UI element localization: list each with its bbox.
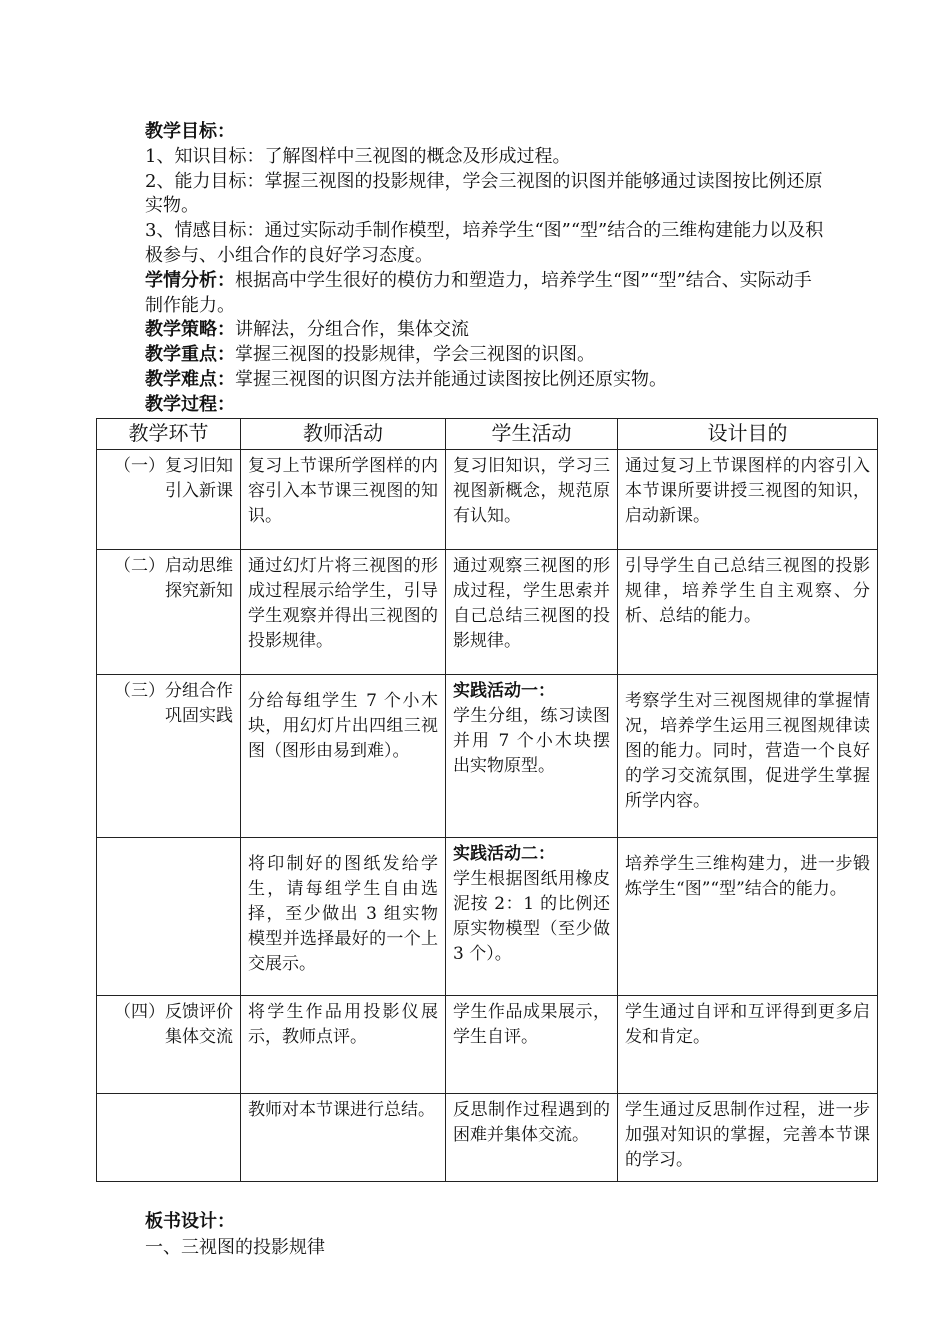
lesson-process-table — [96, 418, 878, 1182]
board-design-heading: 板书设计： — [145, 1211, 235, 1232]
analysis-label: 学情分析： — [145, 269, 235, 291]
teacher-cell: 将印制好的图纸发给学生，请每组学生自由选择，至少做出 3 组实物模型并选择最好的一个上交展示。 — [241, 838, 446, 996]
teacher-cell: 分给每组学生 7 个小木块，用幻灯片出四组三视图（图形由易到难）。 — [241, 675, 446, 838]
student-activity-text: 学生根据图纸用橡皮泥按 2：1 的比例还原实物模型（至少做 3 个）。 — [453, 869, 610, 964]
table-header-row — [97, 419, 878, 450]
difficulty-line — [145, 368, 825, 393]
strategy-line — [145, 318, 825, 343]
table-row — [97, 550, 878, 675]
header-stage: 教学环节 — [97, 419, 241, 450]
table-row — [97, 675, 878, 838]
student-cell — [446, 675, 618, 838]
stage-cell: （一）复习旧知引入新课 — [97, 450, 241, 550]
stage-cell — [97, 838, 241, 996]
purpose-cell: 学生通过反思制作过程，进一步加强对知识的掌握，完善本节课的学习。 — [618, 1094, 878, 1182]
board-design-section — [145, 1209, 325, 1261]
process-heading: 教学过程： — [145, 393, 235, 415]
activity-title: 实践活动一： — [453, 681, 555, 701]
table-row — [97, 996, 878, 1094]
purpose-cell: 培养学生三维构建力，进一步锻炼学生“图”“型”结合的能力。 — [618, 838, 878, 996]
teacher-cell: 将学生作品用投影仪展示，教师点评。 — [241, 996, 446, 1094]
lesson-intro — [145, 120, 825, 418]
student-cell — [446, 450, 618, 550]
stage-cell: （三）分组合作巩固实践 — [97, 675, 241, 838]
goal-ability: 2、能力目标：掌握三视图的投影规律，学会三视图的识图并能够通过读图按比例还原实物。 — [145, 170, 823, 217]
student-cell — [446, 1094, 618, 1182]
header-teacher: 教师活动 — [241, 419, 446, 450]
difficulty-text: 掌握三视图的识图方法并能通过读图按比例还原实物。 — [235, 368, 667, 390]
student-activity-text: 通过观察三视图的形成过程，学生思索并自己总结三视图的投影规律。 — [453, 556, 610, 651]
strategy-label: 教学策略： — [145, 319, 235, 341]
teacher-cell: 通过幻灯片将三视图的形成过程展示给学生，引导学生观察并得出三视图的投影规律。 — [241, 550, 446, 675]
analysis-line — [145, 269, 825, 319]
key-point-text: 掌握三视图的投影规律，学会三视图的识图。 — [235, 344, 595, 366]
goals-heading: 教学目标： — [145, 121, 235, 142]
purpose-cell: 考察学生对三视图规律的掌握情况，培养学生运用三视图规律读图的能力。同时，营造一个良好的学习交流氛围，促进学生掌握所学内容。 — [618, 675, 878, 838]
stage-cell: （二）启动思维探究新知 — [97, 550, 241, 675]
student-cell — [446, 996, 618, 1094]
purpose-cell: 学生通过自评和互评得到更多启发和肯定。 — [618, 996, 878, 1094]
table-row — [97, 1094, 878, 1182]
student-activity-text: 学生分组，练习读图并用 7 个小木块摆出实物原型。 — [453, 706, 610, 776]
activity-title: 实践活动二： — [453, 844, 555, 864]
student-activity-text: 反思制作过程遇到的困难并集体交流。 — [453, 1100, 610, 1145]
student-activity-text: 复习旧知识，学习三视图新概念，规范原有认知。 — [453, 456, 610, 526]
board-item: 一、三视图的投影规律 — [145, 1237, 325, 1258]
student-cell — [446, 838, 618, 996]
purpose-cell: 通过复习上节课图样的内容引入本节课所要讲授三视图的知识，启动新课。 — [618, 450, 878, 550]
difficulty-label: 教学难点： — [145, 368, 235, 390]
table-row — [97, 450, 878, 550]
strategy-text: 讲解法，分组合作，集体交流 — [235, 319, 469, 341]
goal-emotion: 3、情感目标：通过实际动手制作模型，培养学生“图”“型”结合的三维构建能力以及积极参与、小组合作的良好学习态度。 — [145, 220, 824, 266]
student-cell — [446, 550, 618, 675]
header-student: 学生活动 — [446, 419, 618, 450]
key-point-label: 教学重点： — [145, 344, 235, 366]
stage-cell: （四）反馈评价集体交流 — [97, 996, 241, 1094]
teacher-cell: 教师对本节课进行总结。 — [241, 1094, 446, 1182]
goal-knowledge: 1、知识目标：了解图样中三视图的概念及形成过程。 — [145, 145, 571, 167]
header-purpose: 设计目的 — [618, 419, 878, 450]
stage-cell — [97, 1094, 241, 1182]
key-point-line — [145, 343, 825, 368]
analysis-text: 根据高中学生很好的模仿力和塑造力，培养学生“图”“型”结合、实际动手制作能力。 — [145, 269, 812, 316]
purpose-cell: 引导学生自己总结三视图的投影规律，培养学生自主观察、分析、总结的能力。 — [618, 550, 878, 675]
student-activity-text: 学生作品成果展示，学生自评。 — [453, 1002, 610, 1047]
table-row — [97, 838, 878, 996]
teacher-cell: 复习上节课所学图样的内容引入本节课三视图的知识。 — [241, 450, 446, 550]
